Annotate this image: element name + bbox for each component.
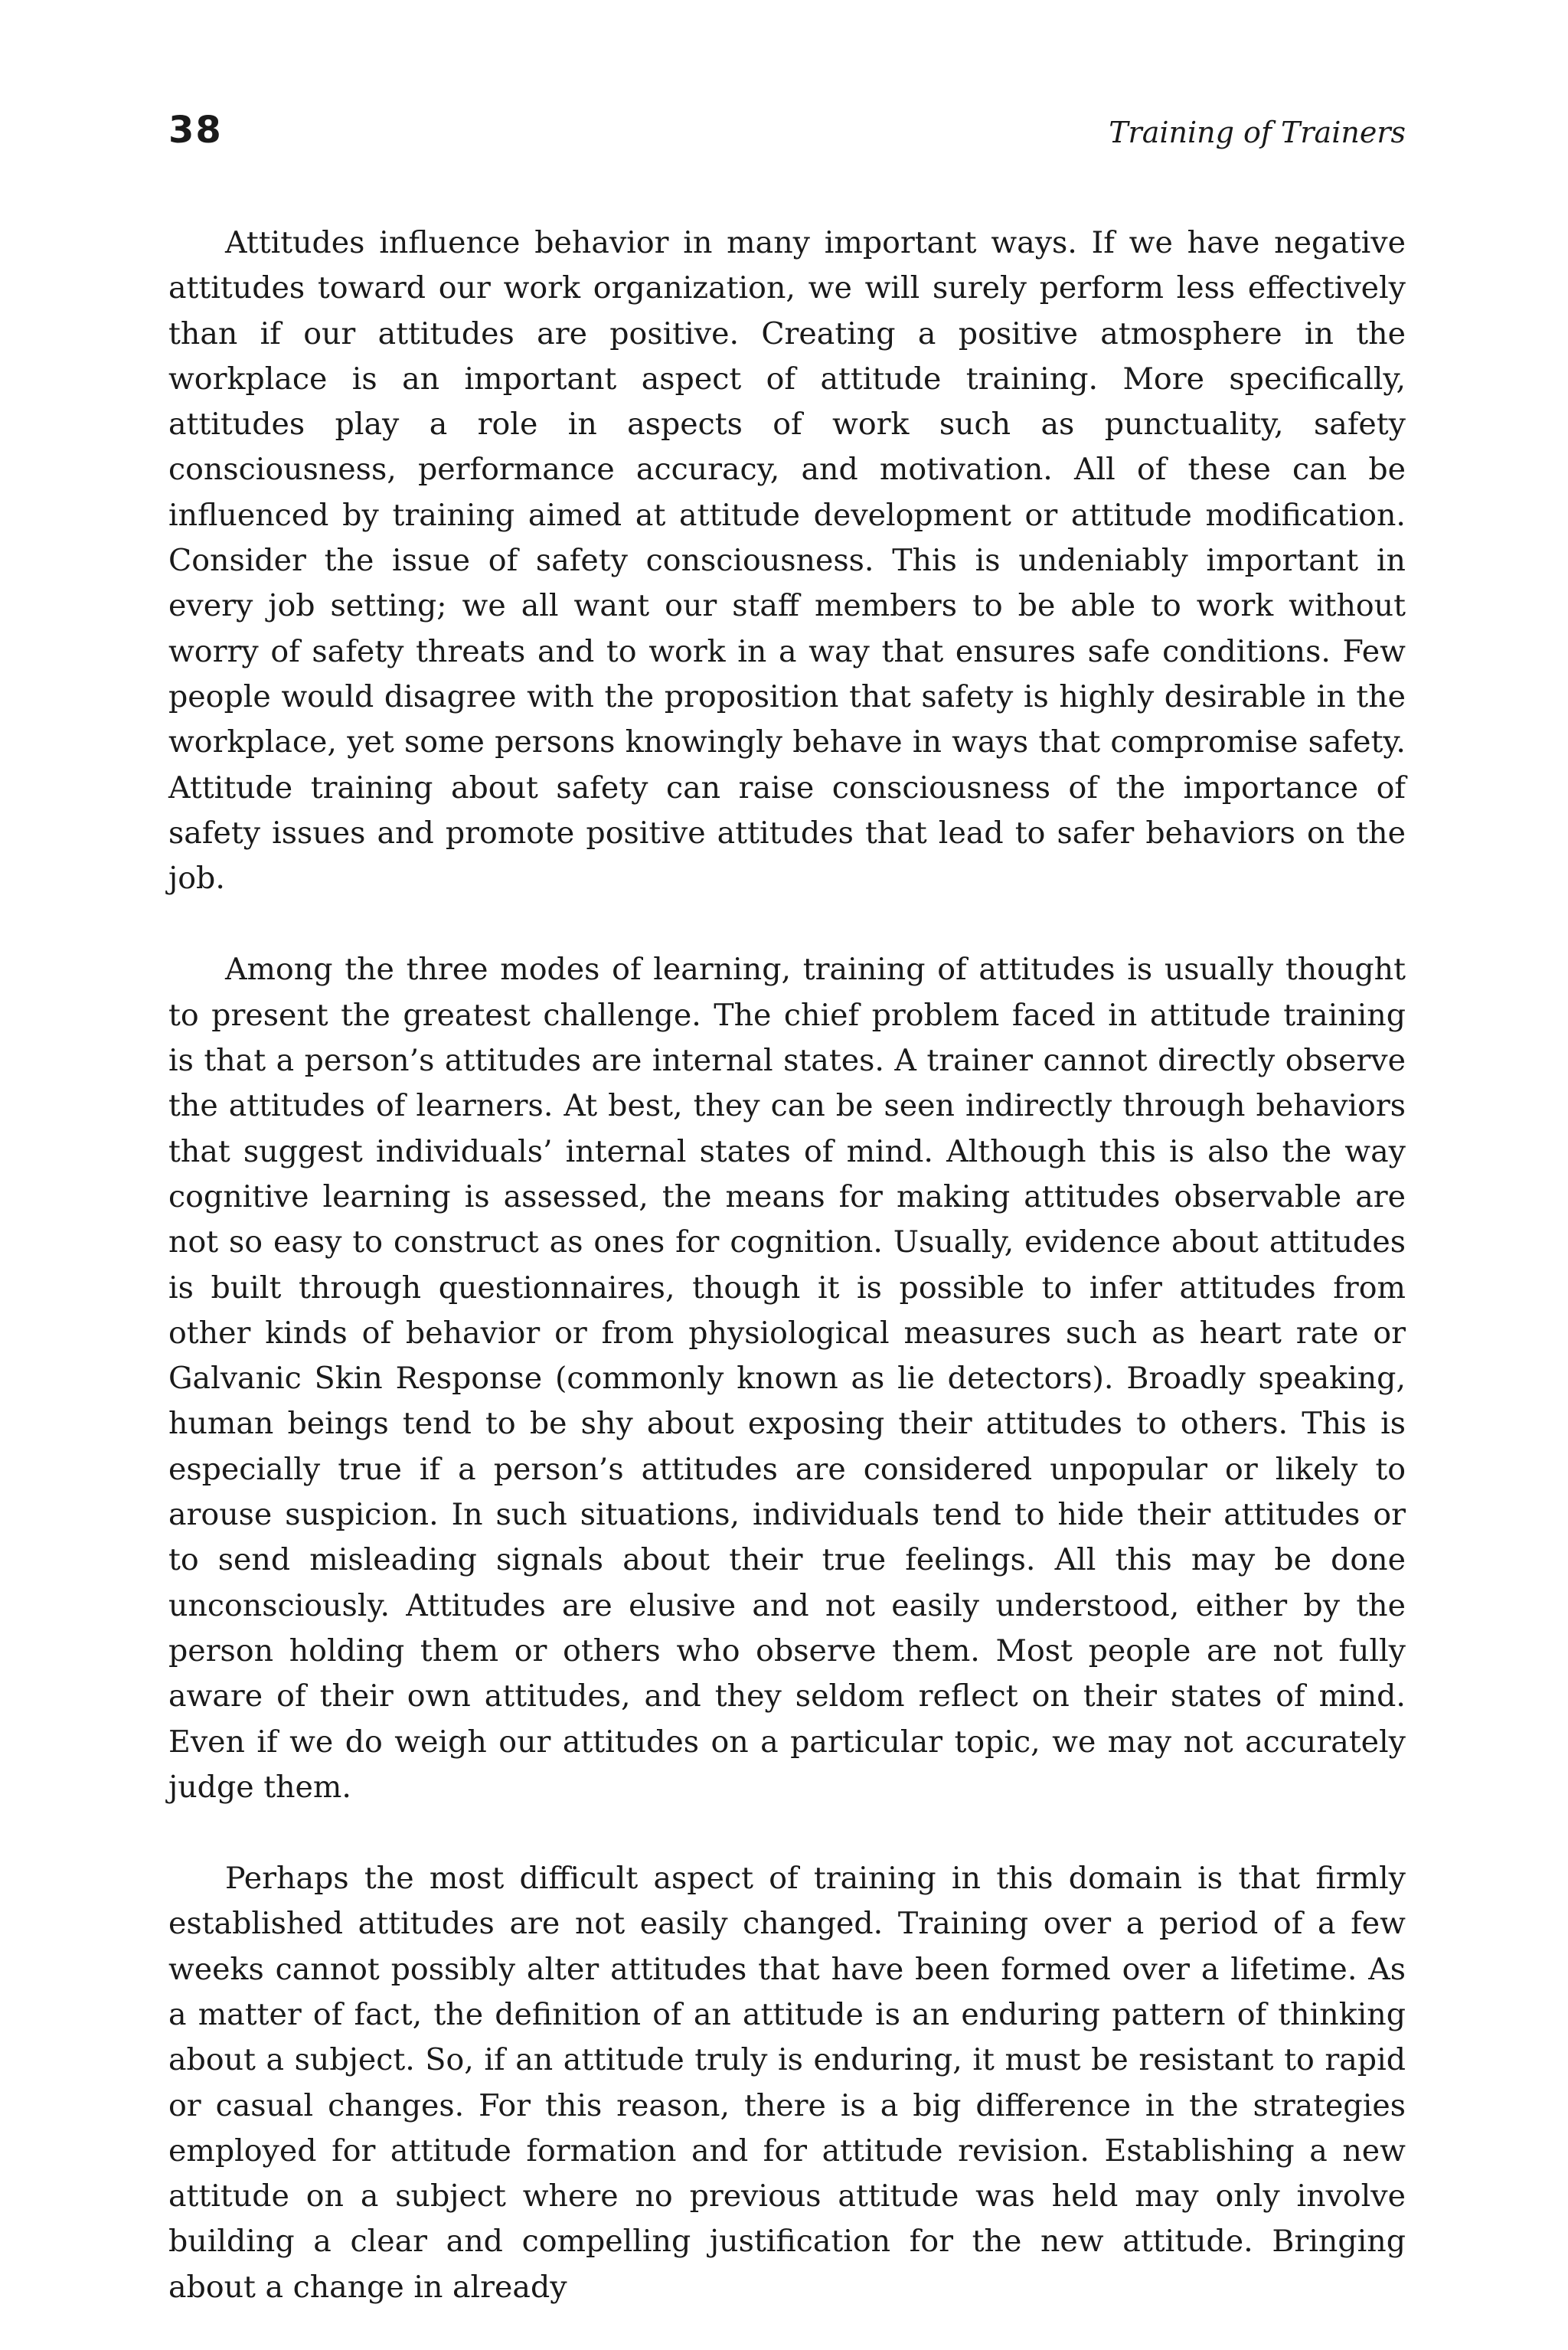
running-title: Training of Trainers — [1109, 116, 1406, 149]
page-number: 38 — [168, 109, 223, 152]
page-header — [168, 107, 1406, 168]
paragraph-3: Perhaps the most difficult aspect of training in this domain is that firmly established attitudes are not easily changed. Training over a period of a few weeks cannot possibly alter attitudes that have been formed over a lifetime. As a matter of fact, the definition of an attitude is an enduring pattern of thinking about a subject. So, if an attitude truly is enduring, it must be resistant to rapid or casual changes. For this reason, there is a big difference in the strategies employed for attitude formation and for attitude revision. Establishing a new attitude on a subject where no previous attitude was held may only involve building a clear and compelling justification for the new attitude. Bringing about a change in already — [168, 1861, 1406, 2305]
paragraph-2: Among the three modes of learning, training of attitudes is usually thought to present the greatest challenge. The chief problem faced in attitude training is that a person’s attitudes are internal states. A trainer cannot directly observe the attitudes of learners. At best, they can be seen indirectly through behaviors that suggest individuals’ internal states of mind. Although this is also the way cognitive learning is assessed, the means for making attitudes observable are not so easy to construct as ones for cognition. Usually, evidence about attitudes is built through questionnaires, though it is possible to infer attitudes from other kinds of behavior or from physiological measures such as heart rate or Galvanic Skin Response (commonly known as lie detectors). Broadly speaking, human beings tend to be shy about exposing their attitudes to others. This is especially true if a person’s attitudes are considered unpopular or likely to arouse suspicion. In such situations, individuals tend to hide their attitudes or to send misleading signals about their true feelings. All this may be done unconsciously. Attitudes are elusive and not easily understood, either by the person holding them or others who observe them. Most people are not fully aware of their own attitudes, and they seldom reflect on their states of mind. Even if we do weigh our attitudes on a particular topic, we may not accurately judge them. — [168, 952, 1406, 1805]
paragraph-1: Attitudes influence behavior in many important ways. If we have negative attitudes toward our work organization, we will surely perform less effectively than if our attitudes are positive. Creating a positive atmosphere in the workplace is an important aspect of attitude training. More specifically, attitudes play a role in aspects of work such as punctuality, safety consciousness, performance accuracy, and motivation. All of these can be influenced by training aimed at attitude development or attitude modification. Consider the issue of safety consciousness. This is undeniably important in every job setting; we all want our staff members to be able to work without worry of safety threats and to work in a way that ensures safe conditions. Few people would disagree with the proposition that safety is highly desirable in the workplace, yet some persons knowingly behave in ways that compromise safety. Attitude training about safety can raise consciousness of the importance of safety issues and promote positive attitudes that lead to safer behaviors on the job. — [168, 225, 1406, 897]
body-text — [168, 221, 1406, 2310]
